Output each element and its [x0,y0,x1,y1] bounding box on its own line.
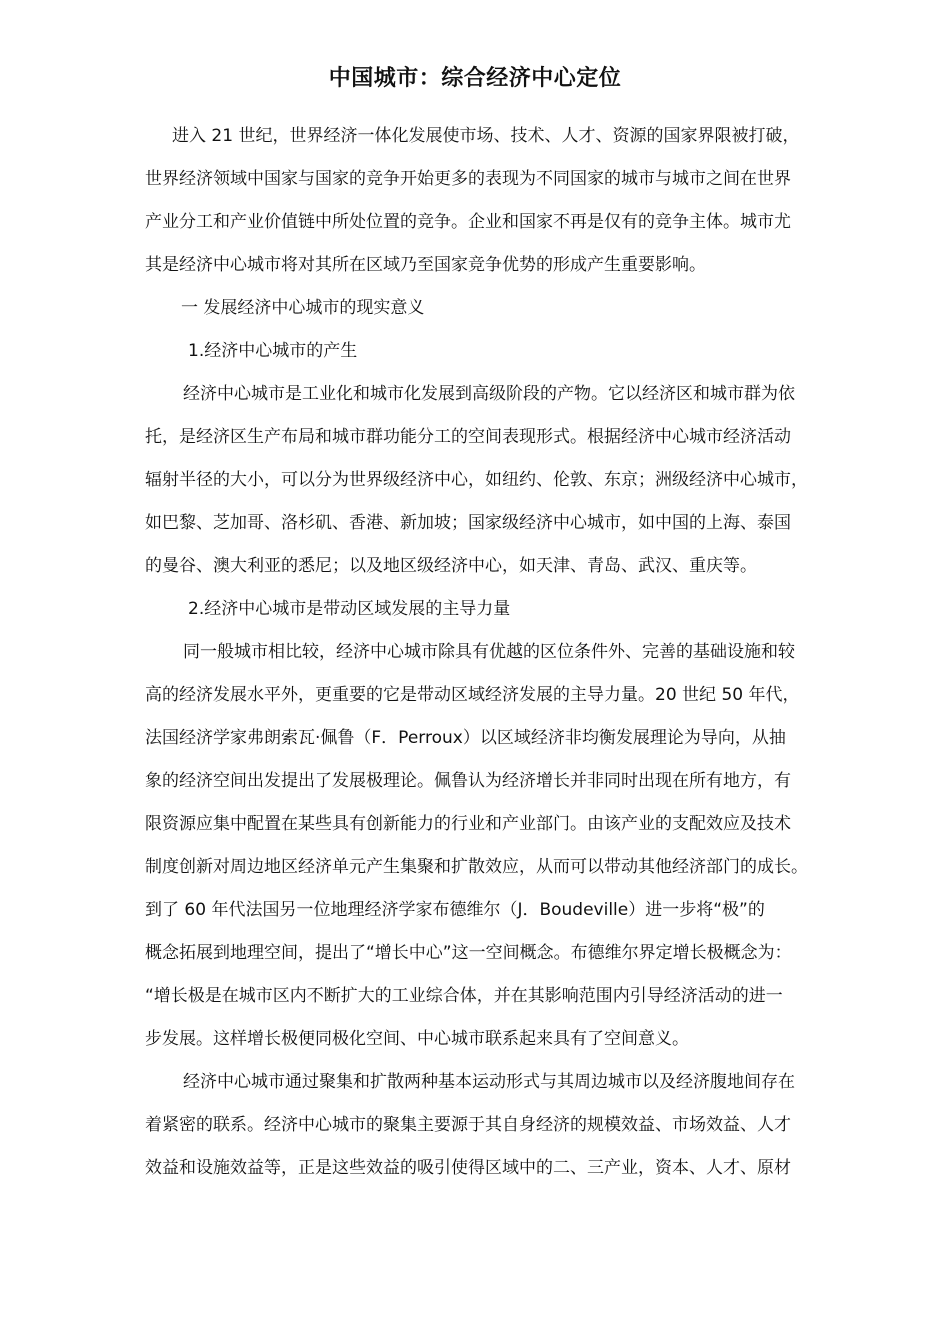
paragraph-line: 其是经济中心城市将对其所在区域乃至国家竞争优势的形成产生重要影响。 [145,255,706,275]
paragraph-line: 进入 21 世纪，世界经济一体化发展使市场、技术、人才、资源的国家界限被打破， [172,126,800,146]
paragraph-line: 概念拓展到地理空间，提出了“增长中心”这一空间概念。布德维尔界定增长极概念为： [145,943,792,963]
subsection-heading: 2.经济中心城市是带动区域发展的主导力量 [188,599,511,619]
paragraph-line: 经济中心城市通过聚集和扩散两种基本运动形式与其周边城市以及经济腹地间存在 [183,1072,795,1092]
paragraph-line: 的曼谷、澳大利亚的悉尼；以及地区级经济中心，如天津、青岛、武汉、重庆等。 [145,556,757,576]
paragraph-line: 效益和设施效益等，正是这些效益的吸引使得区域中的二、三产业，资本、人才、原材 [145,1158,791,1178]
paragraph-line: 如巴黎、芝加哥、洛杉矶、香港、新加坡；国家级经济中心城市，如中国的上海、泰国 [145,513,791,533]
section-heading: 一 发展经济中心城市的现实意义 [181,298,425,318]
paragraph-line: 限资源应集中配置在某些具有创新能力的行业和产业部门。由该产业的支配效应及技术 [145,814,791,834]
paragraph-line: 制度创新对周边地区经济单元产生集聚和扩散效应，从而可以带动其他经济部门的成长。 [145,857,808,877]
paragraph-line: 法国经济学家弗朗索瓦·佩鲁（F．Perroux）以区域经济非均衡发展理论为导向，从抽 [145,728,786,748]
paragraph-line: “增长极是在城市区内不断扩大的工业综合体，并在其影响范围内引导经济活动的进一 [145,986,783,1006]
paragraph-line: 同一般城市相比较，经济中心城市除具有优越的区位条件外、完善的基础设施和较 [183,642,795,662]
paragraph-line: 象的经济空间出发提出了发展极理论。佩鲁认为经济增长并非同时出现在所有地方，有 [145,771,791,791]
paragraph-line: 辐射半径的大小，可以分为世界级经济中心，如纽约、伦敦、东京；洲级经济中心城市， [145,470,808,490]
paragraph-line: 世界经济领域中国家与国家的竞争开始更多的表现为不同国家的城市与城市之间在世界 [145,169,791,189]
subsection-heading: 1.经济中心城市的产生 [188,341,358,361]
paragraph-line: 到了 60 年代法国另一位地理经济学家布德维尔（J．Boudeville）进一步将“极”的 [145,900,765,920]
document-title: 中国城市：综合经济中心定位 [328,66,622,91]
paragraph-line: 托，是经济区生产布局和城市群功能分工的空间表现形式。根据经济中心城市经济活动 [145,427,791,447]
paragraph-line: 步发展。这样增长极便同极化空间、中心城市联系起来具有了空间意义。 [145,1029,689,1049]
paragraph-line: 产业分工和产业价值链中所处位置的竞争。企业和国家不再是仅有的竞争主体。城市尤 [145,212,791,232]
paragraph-line: 着紧密的联系。经济中心城市的聚集主要源于其自身经济的规模效益、市场效益、人才 [145,1115,791,1135]
paragraph-line: 高的经济发展水平外，更重要的它是带动区域经济发展的主导力量。20 世纪 50 年代， [145,685,800,705]
paragraph-line: 经济中心城市是工业化和城市化发展到高级阶段的产物。它以经济区和城市群为依 [183,384,795,404]
